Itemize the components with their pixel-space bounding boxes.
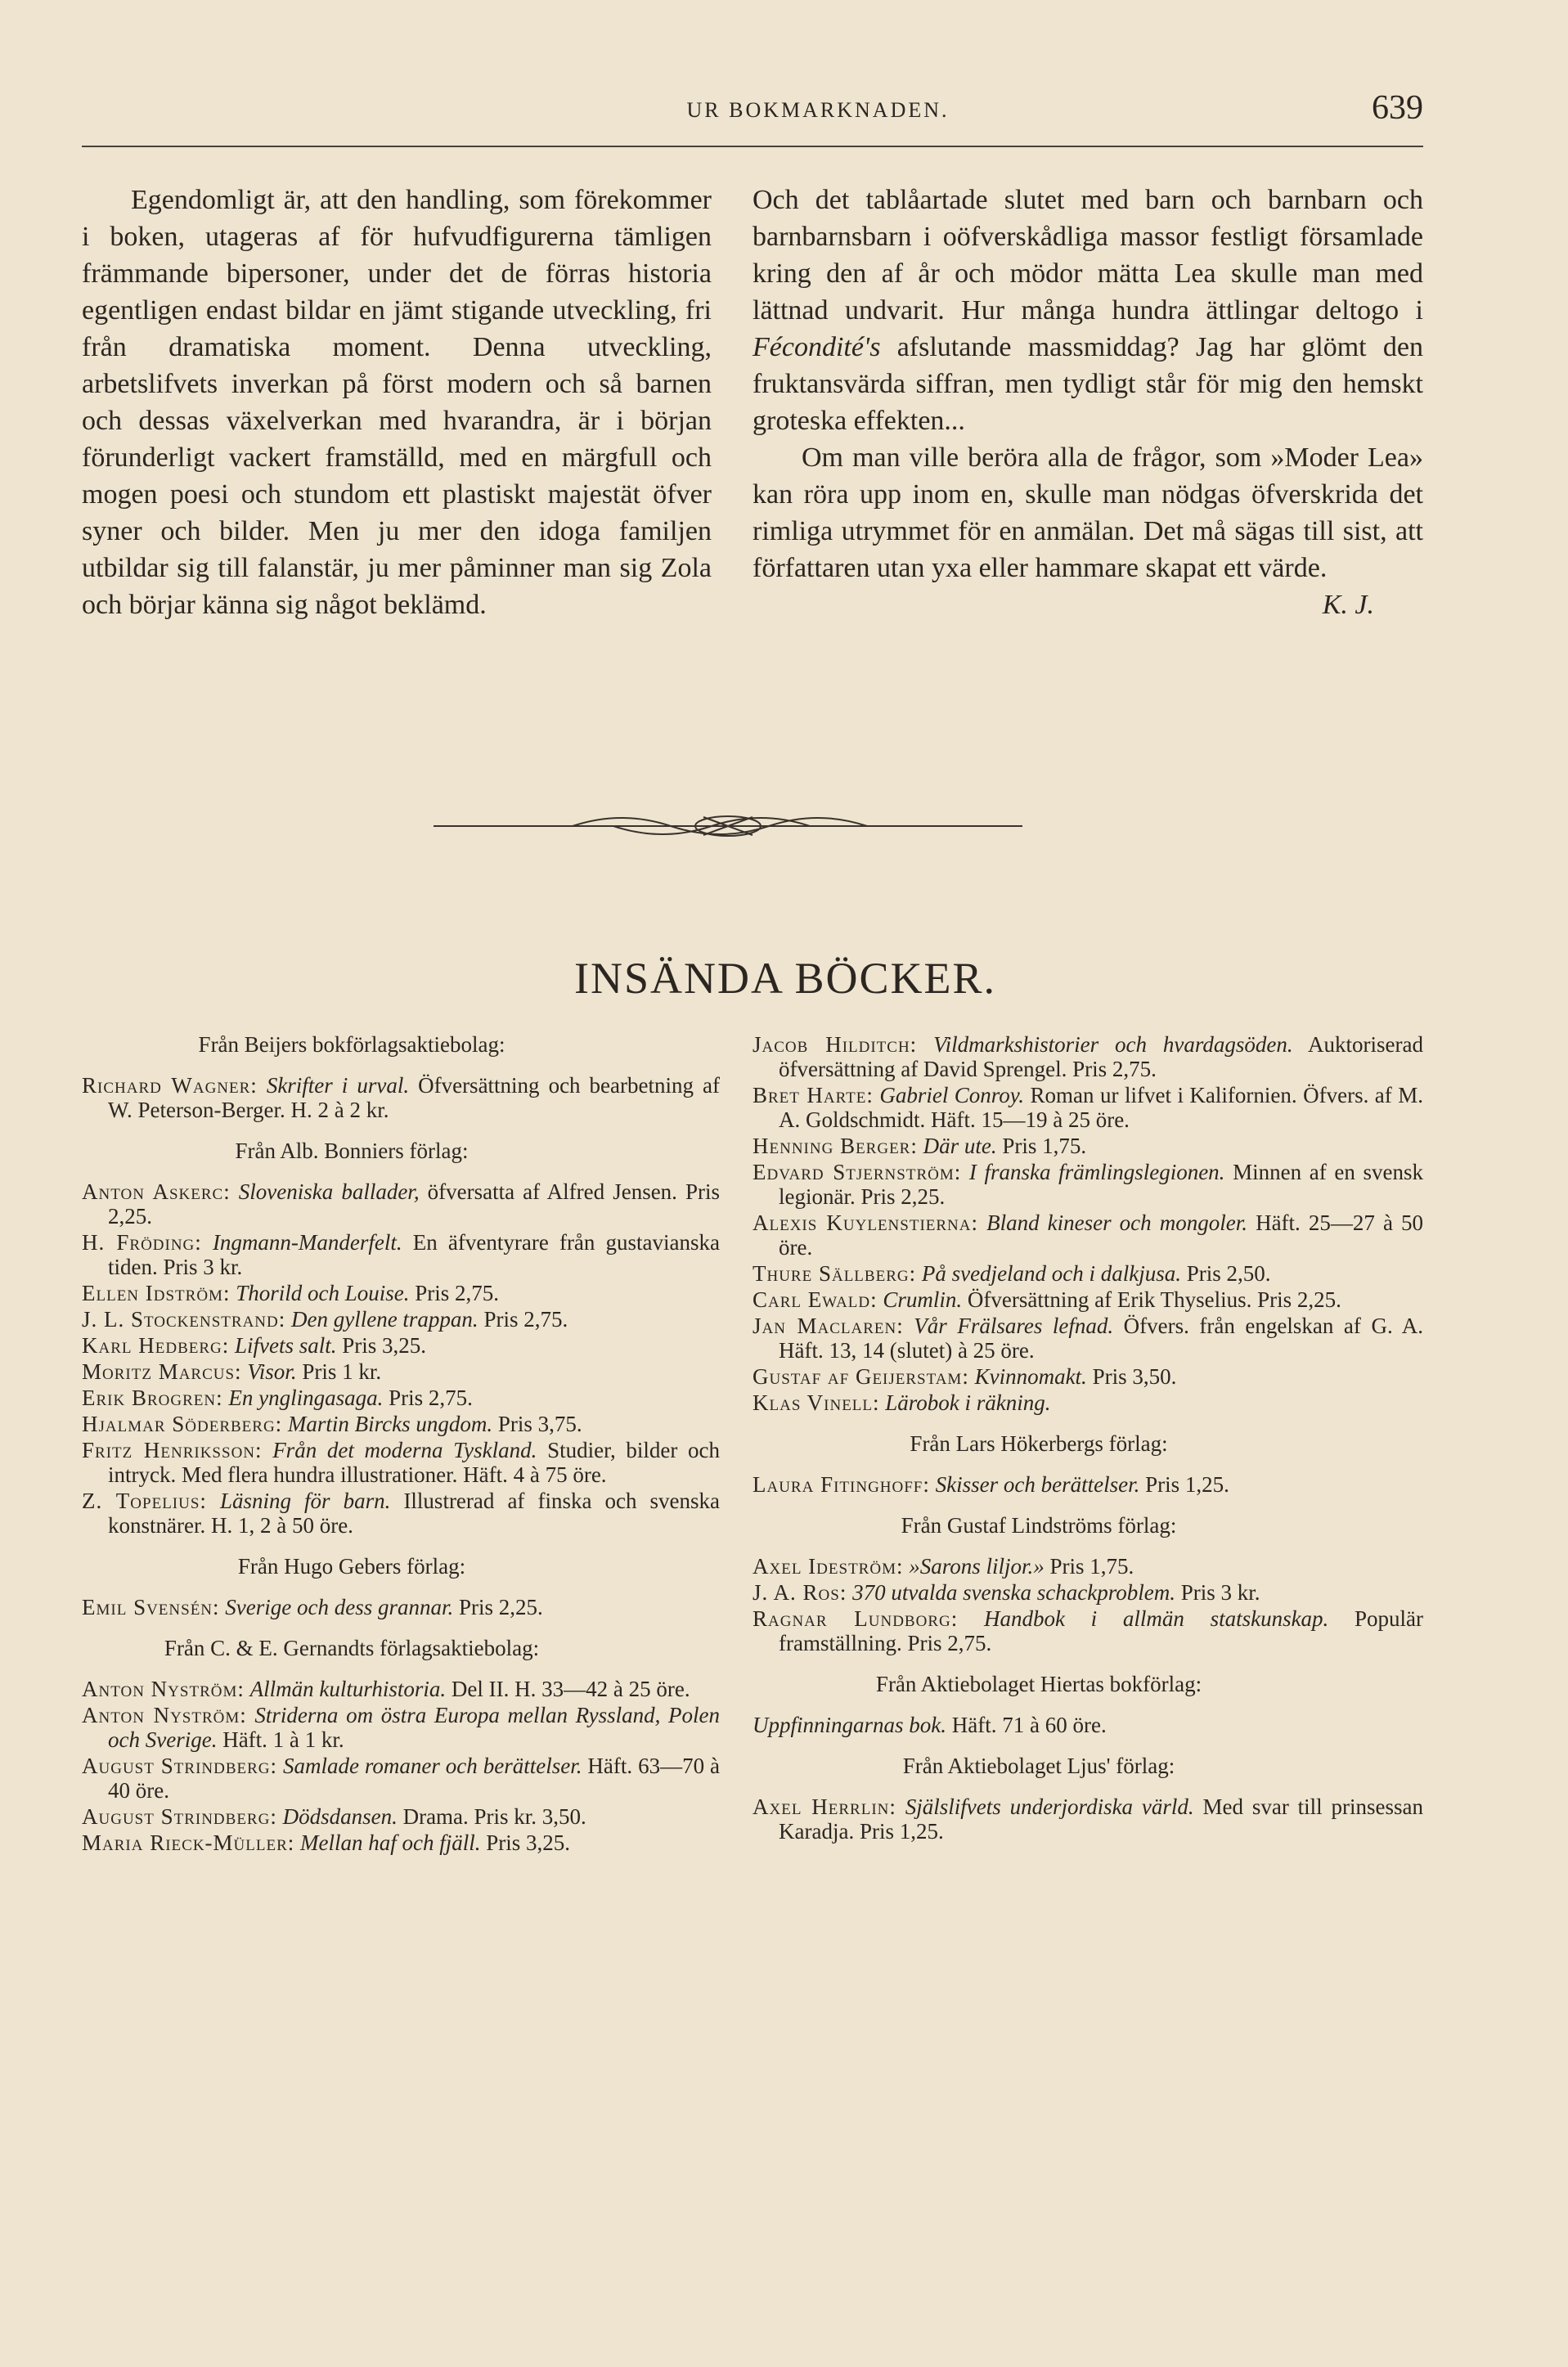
book-details: En äfventyrare från gustavianska tiden. Pris 3 kr. [108, 1230, 721, 1279]
book-entry [82, 1804, 720, 1829]
book-entry [753, 1134, 1423, 1158]
book-entry [753, 1032, 1423, 1081]
publisher-heading: Från Lars Hökerbergs förlag: [910, 1431, 1168, 1456]
book-details: Illustrerad af finska och svenska konstnärer. H. 1, 2 à 50 öre. [108, 1489, 721, 1538]
book-title: Skisser och berättelser. [935, 1472, 1140, 1497]
review-column-right [753, 182, 1423, 623]
book-author: Bret Harte: [753, 1083, 874, 1107]
book-details: Studier, bilder och intryck. Med flera hundra illustrationer. Häft. 4 à 75 öre. [108, 1438, 721, 1487]
review-text: Om man ville beröra alla de frågor, som »Moder Lea» kan röra upp inom en, skulle man nödgas öfverskrida det rimliga utrymmet för en anmälan. Det må sägas till sist, att författaren utan yxa eller hammare skapat ett värde. [753, 442, 1423, 583]
book-details: Drama. Pris kr. 3,50. [402, 1804, 586, 1829]
book-details: Häft. 63—70 à 40 öre. [108, 1754, 720, 1803]
book-entry [753, 1472, 1423, 1497]
book-details: Häft. 25—27 à 50 öre. [779, 1210, 1424, 1260]
book-author: Ellen Idström: [82, 1281, 231, 1305]
book-entry [82, 1754, 720, 1803]
book-title: Ingmann-Manderfelt. [212, 1230, 402, 1255]
book-entry [82, 1073, 720, 1122]
book-title: Mellan haf och fjäll. [300, 1830, 481, 1855]
book-author: August Strindberg: [82, 1754, 278, 1778]
book-details: Öfversättning och bearbetning af W. Peterson-Berger. H. 2 à 2 kr. [108, 1073, 720, 1122]
book-title: Allmän kulturhistoria. [249, 1677, 447, 1701]
book-title: Sverige och dess grannar. [225, 1595, 454, 1619]
book-details: Pris 2,75. [483, 1307, 568, 1332]
book-title: Lifvets salt. [235, 1333, 337, 1358]
book-details: Häft. 1 à 1 kr. [222, 1727, 344, 1752]
book-entry [753, 1554, 1423, 1579]
book-title: Martin Bircks ungdom. [287, 1412, 493, 1436]
publisher-heading: Från Gustaf Lindströms förlag: [901, 1513, 1177, 1538]
book-details: Minnen af en svensk legionär. Pris 2,25. [779, 1160, 1424, 1209]
book-entry [82, 1438, 720, 1487]
book-title: På svedjeland och i dalkjusa. [921, 1261, 1182, 1286]
book-entry [753, 1261, 1423, 1286]
book-title: Från det moderna Tyskland. [272, 1438, 537, 1462]
book-details: Pris 2,25. [459, 1595, 543, 1619]
book-entry [82, 1677, 720, 1701]
book-details: Öfvers. från engelskan af G. A. Häft. 13, 14 (slutet) à 25 öre. [779, 1314, 1423, 1363]
book-author: Klas Vinell: [753, 1390, 880, 1415]
book-entry [753, 1713, 1423, 1737]
book-author: H. Fröding: [82, 1230, 202, 1255]
reviewer-signature: K. J. [1322, 590, 1374, 620]
book-author: Anton Nyström: [82, 1703, 247, 1727]
book-title: Kvinnomakt. [974, 1364, 1087, 1389]
book-author: Z. Topelius: [82, 1489, 207, 1513]
book-details: Öfversättning af Erik Thyselius. Pris 2,25. [967, 1287, 1341, 1312]
book-title: Thorild och Louise. [236, 1281, 410, 1305]
book-entry [82, 1179, 720, 1228]
review-text: Och det tablåartade slutet med barn och barnbarn och barnbarnsbarn i oöfverskådliga massor festligt församlade kring den af år och mödor mätta Lea skulle man med lättnad undvarit. Hur många hundra ättlingar deltogo i [753, 185, 1423, 326]
book-entry [753, 1794, 1423, 1844]
book-author: Richard Wagner: [82, 1073, 258, 1098]
book-title: Gabriel Conroy. [879, 1083, 1025, 1107]
book-author: Jacob Hilditch: [753, 1032, 918, 1057]
book-author: Hjalmar Söderberg: [82, 1412, 283, 1436]
book-entry [753, 1083, 1423, 1132]
book-title: Uppfinningarnas bok. [753, 1713, 947, 1737]
book-title: Vildmarkshistorier och hvardagsöden. [933, 1032, 1293, 1057]
book-details: Pris 3,50. [1092, 1364, 1177, 1389]
book-title: Själslifvets underjordiska värld. [905, 1794, 1194, 1819]
book-details: Del II. H. 33—42 à 25 öre. [451, 1677, 690, 1701]
book-entry [82, 1307, 720, 1332]
book-details: Pris 1,75. [1049, 1554, 1134, 1579]
book-entry [753, 1210, 1423, 1260]
book-entry [753, 1314, 1423, 1363]
review-paragraph: Egendomligt är, att den handling, som förekommer i boken, utageras af för hufvudfigurerna tämligen främmande bipersoner, under det de förras historia egentligen endast bildar en jämt stigande utveckling, fri från dramatiska moment. Denna utveckling, arbetslifvets inverkan på först modern och så barnen och dessas växelverkan med hvarandra, är i början förunderligt vackert framställd, med en märgfull och mogen poesi och stundom ett plastiskt majestät öfver syner och bilder. Men ju mer den idoga familjen utbildar sig till falanstär, ju mer påminner man sig Zola och börjar känna sig något beklämd. [82, 185, 712, 620]
running-head: UR BOKMARKNADEN. [686, 98, 950, 122]
book-details: Pris 1 kr. [302, 1359, 382, 1384]
publisher-heading: Från Aktiebolaget Hiertas bokförlag: [875, 1672, 1202, 1696]
book-title: Den gyllene trappan. [290, 1307, 478, 1332]
book-author: Moritz Marcus: [82, 1359, 242, 1384]
publisher-heading: Från Aktiebolaget Ljus' förlag: [902, 1754, 1175, 1778]
book-details: Auktoriserad öfversättning af David Sprengel. Pris 2,75. [779, 1032, 1424, 1081]
book-entry [82, 1230, 720, 1279]
book-title: Handbok i allmän statskunskap. [983, 1606, 1329, 1631]
book-title: Dödsdansen. [282, 1804, 398, 1829]
review-paragraph [753, 439, 1423, 620]
book-list-left [82, 1032, 720, 1857]
book-author: Gustaf af Geijerstam: [753, 1364, 969, 1389]
book-entry [82, 1359, 720, 1384]
book-title: Visor. [247, 1359, 297, 1384]
book-title: Vår Frälsares lefnad. [914, 1314, 1114, 1338]
book-details: Pris 2,75. [389, 1386, 473, 1410]
book-author: Carl Ewald: [753, 1287, 878, 1312]
book-author: Fritz Henriksson: [82, 1438, 263, 1462]
book-entry [82, 1830, 720, 1855]
book-entry [82, 1386, 720, 1410]
book-details: Med svar till prinsessan Karadja. Pris 1,25. [779, 1794, 1423, 1844]
book-list-right [753, 1032, 1423, 1845]
book-details: Pris 3,25. [342, 1333, 427, 1358]
book-entry [82, 1489, 720, 1538]
book-entry [82, 1333, 720, 1358]
work-title: Fécondité's [753, 332, 881, 362]
book-details: Pris 3,25. [486, 1830, 571, 1855]
book-author: Henning Berger: [753, 1134, 918, 1158]
book-entry [753, 1580, 1423, 1605]
book-entry [82, 1281, 720, 1305]
book-details: öfversatta af Alfred Jensen. Pris 2,25. [108, 1179, 721, 1228]
publisher-heading: Från Hugo Gebers förlag: [237, 1554, 466, 1579]
review-column-left [82, 182, 712, 623]
book-author: Axel Herrlin: [753, 1794, 896, 1819]
book-author: August Strindberg: [82, 1804, 277, 1829]
book-details: Pris 3 kr. [1180, 1580, 1260, 1605]
book-title: »Sarons liljor.» [909, 1554, 1045, 1579]
book-author: Thure Sällberg: [753, 1261, 917, 1286]
book-author: Anton Askerc: [82, 1179, 231, 1204]
book-title: Striderna om östra Europa mellan Ryssland, Polen och Sverige. [108, 1703, 721, 1752]
book-author: Edvard Stjernström: [753, 1160, 962, 1184]
book-author: Erik Brogren: [82, 1386, 223, 1410]
book-details: Populär framställning. Pris 2,75. [779, 1606, 1424, 1655]
page-number: 639 [1372, 89, 1423, 127]
book-title: Crumlin. [883, 1287, 963, 1312]
book-entry [753, 1287, 1423, 1312]
book-entry [753, 1364, 1423, 1389]
book-title: Läsning för barn. [219, 1489, 391, 1513]
book-entry [82, 1703, 720, 1752]
book-author: Jan Maclaren: [753, 1314, 904, 1338]
book-entry [82, 1412, 720, 1436]
book-title: 370 utvalda svenska schackproblem. [852, 1580, 1175, 1605]
book-details: Roman ur lifvet i Kalifornien. Öfvers. af M. A. Goldschmidt. Häft. 15—19 à 25 öre. [779, 1083, 1424, 1132]
book-details: Pris 1,75. [1002, 1134, 1087, 1158]
book-title: I franska främlingslegionen. [968, 1160, 1225, 1184]
book-author: Emil Svensén: [82, 1595, 220, 1619]
book-details: Pris 3,75. [497, 1412, 582, 1436]
book-author: Laura Fitinghoff: [753, 1472, 930, 1497]
book-title: Skrifter i urval. [266, 1073, 410, 1098]
book-author: J. L. Stockenstrand: [82, 1307, 286, 1332]
book-entry [82, 1595, 720, 1619]
book-title: Lärobok i räkning. [885, 1390, 1051, 1415]
book-details: Pris 1,25. [1145, 1472, 1229, 1497]
book-entry [753, 1390, 1423, 1415]
book-author: Ragnar Lundborg: [753, 1606, 959, 1631]
book-title: Samlade romaner och berättelser. [282, 1754, 582, 1778]
book-author: Axel Ideström: [753, 1554, 904, 1579]
book-author: J. A. Ros: [753, 1580, 847, 1605]
book-title: Sloveniska ballader, [238, 1179, 420, 1204]
publisher-heading: Från Alb. Bonniers förlag: [235, 1139, 469, 1163]
book-author: Maria Rieck-Müller: [82, 1830, 295, 1855]
review-paragraph [753, 182, 1423, 439]
publisher-heading: Från Beijers bokförlagsaktiebolag: [198, 1032, 505, 1057]
book-title: Bland kineser och mongoler. [986, 1210, 1247, 1235]
book-details: Pris 2,50. [1186, 1261, 1271, 1286]
book-title: En ynglingasaga. [228, 1386, 384, 1410]
section-title: INSÄNDA BÖCKER. [573, 954, 997, 1003]
ornament-divider [434, 806, 1022, 847]
book-author: Alexis Kuylenstierna: [753, 1210, 978, 1235]
book-author: Karl Hedberg: [82, 1333, 230, 1358]
book-entry [753, 1160, 1423, 1209]
book-details: Pris 2,75. [415, 1281, 500, 1305]
book-title: Där ute. [923, 1134, 997, 1158]
page-header [82, 88, 1423, 147]
review-text: afslutande massmiddag? Jag har glömt den fruktansvärda siffran, men tydligt står för mig den hemskt groteska effekten... [753, 332, 1423, 436]
book-author: Anton Nyström: [82, 1677, 245, 1701]
book-entry [753, 1606, 1423, 1655]
publisher-heading: Från C. & E. Gernandts förlagsaktiebolag: [164, 1636, 540, 1660]
book-details: Häft. 71 à 60 öre. [951, 1713, 1107, 1737]
